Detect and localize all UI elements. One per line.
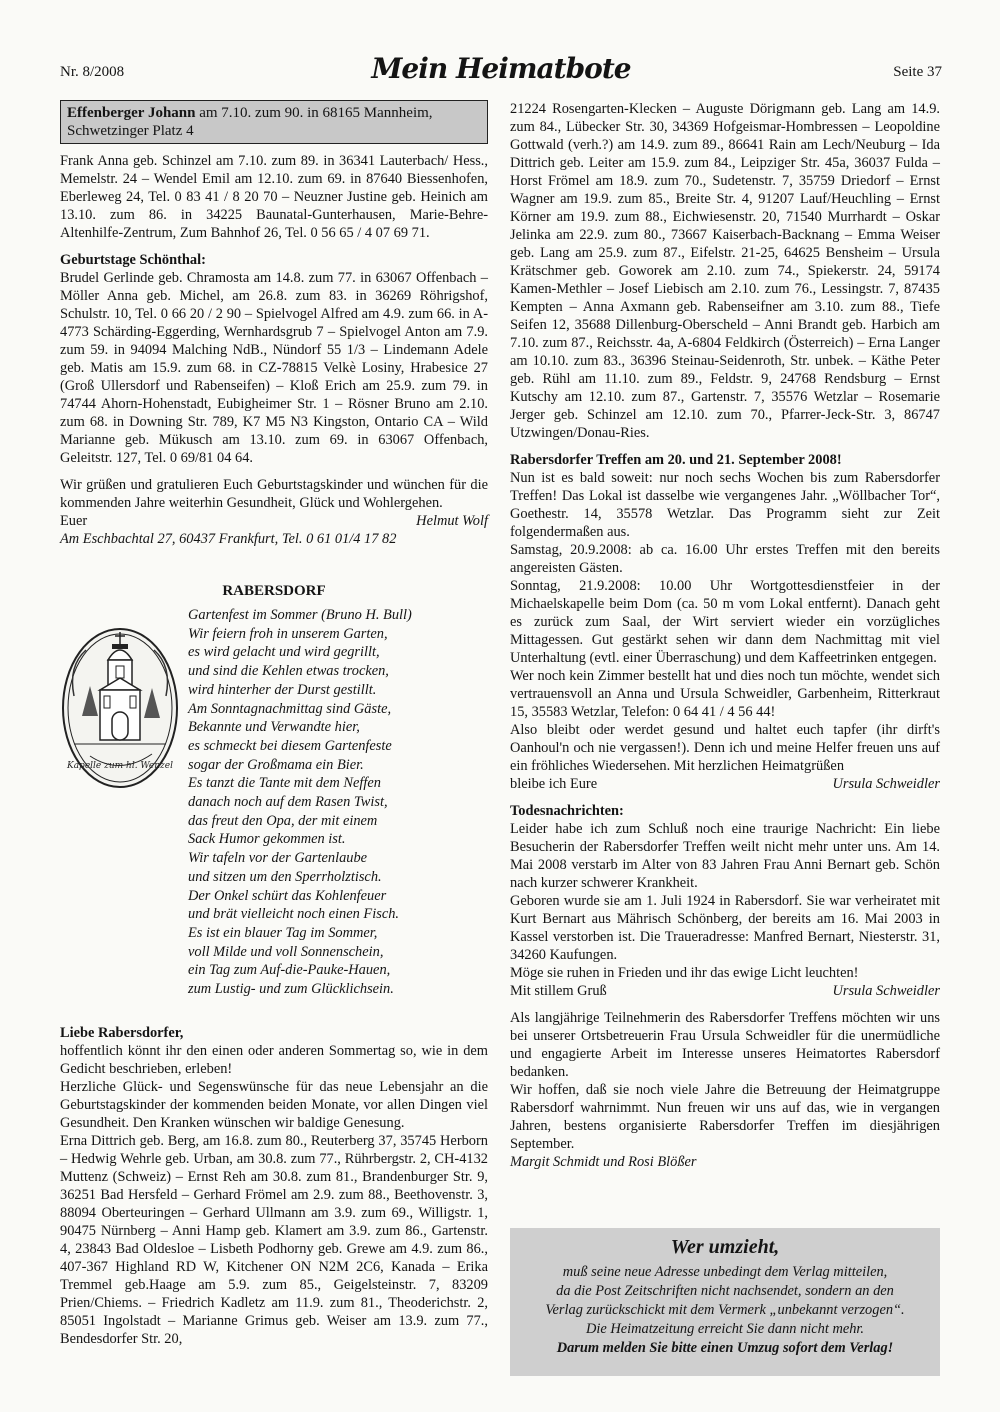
page-number: Seite 37 xyxy=(893,64,942,80)
heading-schoenthal: Geburtstage Schönthal: xyxy=(60,252,206,268)
heading-treffen: Rabersdorfer Treffen am 20. und 21. September 2008! xyxy=(510,452,842,468)
poem-line: Am Sonntagnachmittag sind Gäste, xyxy=(188,700,392,717)
poem-line: Bekannte und Verwandte hier, xyxy=(188,719,360,736)
closing-1: bleibe ich Eure xyxy=(510,776,598,792)
poem-line: Es ist ein blauer Tag im Sommer, xyxy=(188,924,378,941)
poem-line: voll Milde und voll Sonnenschein, xyxy=(188,943,384,960)
notice-line: muß seine neue Adresse unbedingt dem Verlag mitteilen, xyxy=(562,1264,888,1280)
signer-2: Ursula Schweidler xyxy=(832,983,940,999)
closing-2: Mit stillem Gruß xyxy=(510,983,607,999)
treffen-closing: Also bleibt oder werdet gesund und haltet euch tapfer (ihr dirft's Oanhoul'n och nie vergassen!). Denn ich und meine Helfer freuen uns auf ein fröhliches Wiedersehen. Mit herzlichen Heimatgrüßen xyxy=(510,722,940,774)
obituary-paragraph-3: Möge sie ruhen in Frieden und ihr das ewige Licht leuchten! xyxy=(510,965,859,981)
emblem-caption: Kapelle zum hl. Wenzel xyxy=(66,761,174,771)
thanks-paragraph-2: Wir hoffen, daß sie noch viele Jahre die Betreuung der Heimatgruppe Rabersdorf wahrnimmt. Nun freuen wir uns auf das, wie in vergangen Jahren, bestens organisierte Rabersdorfer Treffen im diesjährigen September. xyxy=(510,1082,940,1152)
poem-line: Gartenfest im Sommer (Bruno H. Bull) xyxy=(188,607,412,623)
poem-line: Wir feiern froh in unserem Garten, xyxy=(188,625,388,642)
treffen-intro: Nun ist es bald soweit: nur noch sechs Wochen bis zum Rabersdorfer Treffen! Das Lokal ist dasselbe wie vergangenes Jahr. „Wöllbacher Tor“, Goethestr. 14, 35578 Wetzlar. Das Programm sieht zur Zeit folgendermaßen aus. xyxy=(510,470,940,540)
notice-last-line: Darum melden Sie bitte einen Umzug sofort dem Verlag! xyxy=(556,1340,894,1356)
issue-number: Nr. 8/2008 xyxy=(60,64,125,80)
notice-title: Wer umzieht, xyxy=(670,1236,780,1258)
birthday-paragraph-continued: 21224 Rosengarten-Klecken – Auguste Dörigmann geb. Lang am 14.9. zum 84., Lübecker Str. 30, 34369 Hofgeismar-Hombressen – Leopoldine Gottwald (verh.?) am 14.9. zum 89., 86641 Rain am Lech/Neuburg – Ida Dittrich geb. Leiter am 15.9. zum 84., Leipziger Str. 45a, 36037 Fulda – Horst Frömel am 18.9. zum 70., Sudetenstr. 7, 35759 Driedorf – Ernst Wagner am 19.9. zum 85., Breite Str. 4, 91207 Lauf/Heuchling – Ernst Körner am 19.9. zum 88., Eichwiesenstr. 20, 71540 Murrhardt – Oskar Jelinka am 22.9. zum 80., 73667 Kaiserbach-Backnang – Emma Weiser geb. Lang am 25.9. zum 87., Eifelstr. 21-25, 64625 Bensheim – Ursula Krätschmer geb. Goworek am 2.10. zum 74., Spiekerstr. 24, 59174 Kamen-Methler – Josef Liebisch am 2.10. zum 76., Lessingstr. 7, 87435 Kempten – Anna Axmann geb. Rabenseifner am 3.10. zum 88., Tiefe Seifen 12, 35688 Dillenburg-Oberscheld – Anni Brandt geb. Harbich am 7.10. zum 87., Reichsstr. 4a, A-6804 Feldkirch (Österreich) – Erna Langer am 10.10. zum 83., 36396 Steinau-Seidenroth, Str. unbek. – Käthe Peter geb. Rühl am 11.10. zum 89., Feldstr. 9, 24768 Rendsburg – Ernst Kutschy am 12.10. zum 87., Gartenstr. 7, 35576 Wetzlar – Rosemarie Jerger geb. Schinzel am 12.10. zum 70., Pfarrer-Jeck-Str. 3, 86747 Utzwingen/Donau-Ries. xyxy=(510,101,940,441)
obituary-paragraph-1: Leider habe ich zum Schluß noch eine traurige Nachricht: Ein liebe Besucherin der Rabersdorfer Treffen weilt nicht mehr unter uns. Am 14. Mai 2008 verstarb im Alter von 83 Jahren Frau Anni Bernart geb. Schön nach kurzer schwerer Krankheit. xyxy=(510,821,940,891)
poem-line: Der Onkel schürt das Kohlenfeuer xyxy=(188,887,387,904)
heading-todesnachrichten: Todesnachrichten: xyxy=(510,803,624,819)
notice-line: Verlag zurückschickt mit dem Vermerk „unbekannt verzogen“. xyxy=(545,1302,905,1318)
relocation-notice xyxy=(510,1228,940,1376)
signer-3: Margit Schmidt und Rosi Blößer xyxy=(510,1154,697,1170)
birthday-paragraph-3: Erna Dittrich geb. Berg, am 16.8. zum 80., Reuterberg 37, 35745 Herborn – Hedwig Wehrle geb. Urban, am 30.8. zum 77., Rührbergstr. 2, CH-4132 Muttenz (Schweiz) – Ernst Reh am 30.8. zum 81., Brandenburger Str. 9, 36251 Bad Hersfeld – Gerhard Frömel am 2.9. zum 88., Beethovenstr. 3, 88094 Oberteuringen – Gerhard Ullmann am 3.9. zum 69., Willigstr. 1, 90475 Nürnberg – Anni Hamp geb. Klamert am 3.9. zum 86., Gartenstr. 4, 23843 Bad Oldesloe – Lisbeth Podhorny geb. Grewe am 4.9. zum 86., 407-367 Highland RD W, Kitchener ON N2M 2C6, Kanada – Erika Tremmel geb.Haage am 5.9. zum 85., Geigelsteinstr. 7, 83209 Prien/Chiems. – Friedrich Kadletz am 11.9. zum 81., Theoderichstr. 2, 85051 Ingolstadt – Marianne Grimus geb. Weiser am 13.9. zum 77., Bendesdorfer Str. 20, xyxy=(60,1133,488,1347)
poem-line: und sitzen um den Sperrholztisch. xyxy=(188,868,382,885)
poem-line: es wird gelacht und wird gegrillt, xyxy=(188,644,380,661)
signature-row-1 xyxy=(510,775,940,793)
right-column xyxy=(510,100,940,1171)
greeting-paragraph: Wir grüßen und gratulieren Euch Geburtstagskinder und wünchen für die kommenden Jahre weiterhin Gesundheit, Glück und Wohlergehen. xyxy=(60,477,488,511)
chapel-emblem-icon xyxy=(60,626,180,791)
poem xyxy=(188,606,412,999)
box-text: am 7.10. zum 90. in 68165 Mannheim, Schwetzinger Platz 4 xyxy=(67,105,433,139)
poem-line: sogar der Großmama ein Bier. xyxy=(188,756,364,773)
left-column xyxy=(60,100,488,1348)
signer-address: Am Eschbachtal 27, 60437 Frankfurt, Tel. 0 61 01/4 17 82 xyxy=(60,531,397,547)
poem-line: es schmeckt bei diesem Gartenfeste xyxy=(188,737,392,754)
heading-liebe-rabersdorfer: Liebe Rabersdorfer, xyxy=(60,1025,184,1041)
poem-line: und sind die Kehlen etwas trocken, xyxy=(188,663,389,680)
poem-line: das freut den Opa, der mit einem xyxy=(188,812,378,829)
poem-section xyxy=(60,606,488,1024)
notice-line: Die Heimatzeitung erreicht Sie dann nicht mehr. xyxy=(585,1321,865,1337)
poem-line: Es tanzt die Tante mit dem Neffen xyxy=(188,775,381,792)
poem-line: zum Lustig- und zum Glücklichsein. xyxy=(188,981,394,998)
poem-line: ein Tag zum Auf-die-Pauke-Hauen, xyxy=(188,962,391,979)
signature-row xyxy=(60,512,488,530)
page-header xyxy=(60,52,942,90)
signature-row-2 xyxy=(510,982,940,1000)
poem-line: Wir tafeln vor der Gartenlaube xyxy=(188,850,368,867)
treffen-saturday: Samstag, 20.9.2008: ab ca. 16.00 Uhr erstes Treffen mit den bereits angereisten Gästen. xyxy=(510,542,940,576)
section-title-rabersdorf: RABERSDORF xyxy=(222,583,326,599)
intro-paragraph: hoffentlich könnt ihr den einen oder anderen Sommertag so, wie in dem Gedicht beschrieben, erleben! xyxy=(60,1043,488,1077)
treffen-booking: Wer noch kein Zimmer bestellt hat und dies noch tun möchte, wendet sich vertrauensvoll an Anna und Ursula Schweidler, Garbenheim, Ritterkraut 15, 35583 Wetzlar, Telefon: 0 64 41 / 4 56 44! xyxy=(510,668,940,720)
euer-label: Euer xyxy=(60,513,88,529)
poem-line: Sack Humor gekommen ist. xyxy=(188,831,346,848)
poem-line: danach noch auf dem Rasen Twist, xyxy=(188,794,388,811)
poem-line: und brät vielleicht noch einen Fisch. xyxy=(188,906,400,923)
signer-1: Ursula Schweidler xyxy=(832,776,940,792)
birthday-paragraph-1: Frank Anna geb. Schinzel am 7.10. zum 89. in 36341 Lauterbach/ Hess., Memelstr. 24 – Wendel Emil am 12.10. zum 69. in 87640 Biessenhofen, Eberleweg 24, Tel. 0 83 41 / 8 20 70 – Neuzner Justine geb. Heinich am 13.10. zum 86. in 34225 Baunatal-Gunterhausen, Marie-Behre-Altenhilfe-Zentrum, Zum Bahnhof 26, Tel. 0 56 65 / 4 07 69 71. xyxy=(60,153,488,241)
signer-name: Helmut Wolf xyxy=(416,513,488,529)
treffen-sunday: Sonntag, 21.9.2008: 10.00 Uhr Wortgottesdienstfeier in der Michaelskapelle beim Dom (ca. 50 m vom Lokal entfernt). Danach geht es zurück zum Saal, der Wirt serviert wieder ein vorzügliches Mittagessen. Gut gestärkt sehen wir dann dem Nachmittag mit viel Unterhaltung (evtl. einer Überraschung) und dem Kaffeetrinken entgegen. xyxy=(510,578,940,666)
obituary-paragraph-2: Geboren wurde sie am 1. Juli 1924 in Rabersdorf. Sie war verheiratet mit Kurt Bernart aus Mährisch Schönberg, der bereits am 16. Mai 2003 in Kassel verstorben ist. Die Traueradresse: Manfred Bernart, Niesterstr. 31, 34260 Kaufungen. xyxy=(510,893,940,963)
masthead-logo: Mein Heimatbote xyxy=(371,52,631,85)
notice-line: da die Post Zeitschriften nicht nachsendet, sondern an den xyxy=(556,1283,894,1299)
wishes-paragraph: Herzliche Glück- und Segenswünsche für das neue Lebensjahr an die Geburtstagskinder der kommenden beiden Monate, vor allen Dingen viel Gesundheit. Den Kranken wünschen wir baldige Genesung. xyxy=(60,1079,488,1131)
highlight-box xyxy=(60,100,488,144)
thanks-paragraph-1: Als langjährige Teilnehmerin des Rabersdorfer Treffens möchten wir uns bei unserer Ortsbetreuerin Frau Ursula Schweidler für die unermüdliche und engagierte Arbeit im Interesse unseres Heimatortes Rabersdorf bedanken. xyxy=(510,1010,940,1080)
birthday-paragraph-2: Brudel Gerlinde geb. Chramosta am 14.8. zum 77. in 63067 Offenbach – Möller Anna geb. Michel, am 26.8. zum 83. in 36269 Röhrigshof, Schulstr. 10, Tel. 0 66 20 / 2 90 – Spielvogel Alfred am 4.9. zum 66. in A-4773 Schärding-Eggerding, Wernhardsgrub 7 – Spielvogel Anton am 7.9. zum 59. in 94094 Malching NdB., Nündorf 55 1/3 – Lindemann Adele geb. Matis am 15.9. zum 68. in CZ-78815 Velkè Losiny, Hrabesice 27 (Groß Ullersdorf und Rabenseifen) – Kloß Erich am 25.9. zum 79. in 74744 Ahorn-Hohenstadt, Eubigheimer Str. 1 – Rösner Bruno am 2.10. zum 68. in Downing Str. 789, K7 M5 N3 Kingston, Ontario CA – Wild Marianne geb. Mükusch am 13.10. zum 69. in 63067 Offenbach, Geleitstr. 127, Tel. 0 69/81 04 64. xyxy=(60,270,488,466)
box-name: Effenberger Johann xyxy=(67,105,196,121)
poem-line: wird hinterher der Durst gestillt. xyxy=(188,681,377,698)
